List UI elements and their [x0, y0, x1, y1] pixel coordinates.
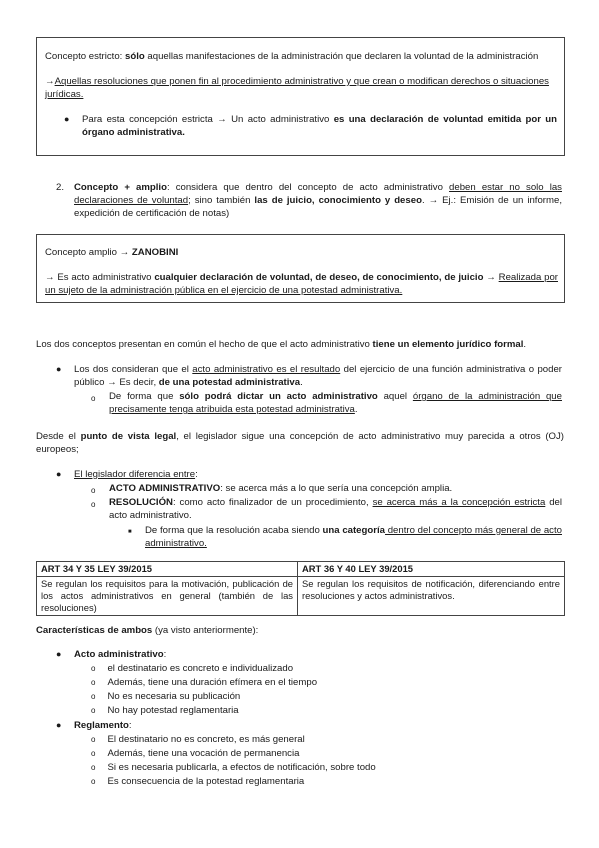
reglamento-title: Reglamento:: [74, 720, 132, 731]
list-number: 2.: [56, 182, 65, 193]
common-bullet: Los dos consideran que el acto administrativo es el resultado del ejercicio de una función administrativa o poder público → Es decir, de una potestad administrativa.: [74, 364, 562, 388]
strict-concept-bullet: Para esta concepción estricta → Un acto administrativo es una declaración de voluntad emitida por un órgano administrativa.: [82, 114, 557, 138]
legal-sub-resolucion: RESOLUCIÓN: como acto finalizador de un procedimiento, se acerca más a la concepción estricta del acto administrativo.: [109, 497, 563, 521]
table-header-cell: ART 34 Y 35 LEY 39/2015: [37, 562, 298, 577]
broad-concept-definition: → Es acto administrativo cualquier declaración de voluntad, de deseo, de conocimiento, de juicio → Realizada por un sujeto de la administración pública en el ejercicio de una potestad administrativa.: [45, 272, 558, 296]
legal-sub-acto: ACTO ADMINISTRATIVO: se acerca más a lo que sería una concepción amplia.: [109, 483, 453, 494]
table-row: [37, 577, 565, 616]
table-cell: Se regulan los requisitos de notificación, diferenciando entre resoluciones y actos administrativos.: [298, 577, 565, 616]
strict-concept-line: Concepto estricto: sólo aquellas manifestaciones de la administración que declaren la voluntad de la administración: [45, 51, 539, 62]
common-subbullet: De forma que sólo podrá dictar un acto administrativo aquel órgano de la administración que precisamente tenga atribuida esta potestad administrativa.: [109, 391, 562, 415]
circle-bullet-icon: o: [91, 749, 96, 758]
list-item: o No hay potestad reglamentaria: [91, 705, 239, 716]
circle-bullet-icon: o: [91, 678, 96, 687]
bullet-icon: ●: [56, 469, 62, 479]
circle-bullet-icon: o: [91, 692, 96, 701]
reglamento-list: [91, 733, 551, 789]
table-header-row: [37, 562, 565, 577]
square-bullet-icon: ■: [128, 529, 132, 535]
list-item: o No es necesaria su publicación: [91, 691, 241, 702]
legal-paragraph: Desde el punto de vista legal, el legislador sigue una concepción de acto administrativo muy parecida a otros (OJ) europeos;: [36, 431, 565, 455]
arrow-icon: →: [45, 76, 55, 87]
bullet-icon: ●: [56, 364, 62, 374]
acto-title: Acto administrativo:: [74, 649, 167, 660]
table-cell: Se regulan los requisitos para la motivación, publicación de los actos administrativos en general (también de las resoluciones): [37, 577, 298, 616]
list-item: o El destinatario no es concreto, es más general: [91, 734, 305, 745]
circle-bullet-icon: o: [91, 664, 96, 673]
list-item: o Además, tiene una duración efímera en el tiempo: [91, 677, 318, 688]
legal-subsub: De forma que la resolución acaba siendo una categoría dentro del concepto más general de acto administrativo.: [145, 525, 562, 549]
articles-table: [36, 561, 565, 616]
strict-concept-detail: →Aquellas resoluciones que ponen fin al procedimiento administrativo y que crean o modifican derechos o situaciones jurídicas.: [45, 76, 549, 100]
circle-bullet-icon: o: [91, 394, 96, 403]
bullet-icon: ●: [56, 649, 62, 659]
list-item: o Es consecuencia de la potestad reglamentaria: [91, 776, 305, 787]
bullet-icon: ●: [64, 114, 70, 124]
acto-list: [91, 662, 551, 718]
broad-concept-item: Concepto + amplio: considera que dentro del concepto de acto administrativo deben estar no solo las declaraciones de voluntad; sino también las de juicio, conocimiento y deseo. → Ej.: Emisión de un informe, expedición de certificación de notas): [74, 182, 562, 219]
circle-bullet-icon: o: [91, 500, 96, 509]
circle-bullet-icon: o: [91, 763, 96, 772]
features-title: Características de ambos (ya visto anteriormente):: [36, 625, 259, 636]
list-item: o el destinatario es concreto e individualizado: [91, 663, 294, 674]
circle-bullet-icon: o: [91, 735, 96, 744]
common-paragraph: Los dos conceptos presentan en común el hecho de que el acto administrativo tiene un elemento jurídico formal.: [36, 339, 527, 350]
table-header-cell: ART 36 Y 40 LEY 39/2015: [298, 562, 565, 577]
circle-bullet-icon: o: [91, 706, 96, 715]
list-item: o Si es necesaria publicarla, a efectos de notificación, sobre todo: [91, 762, 376, 773]
list-item: o Además, tiene una vocación de permanencia: [91, 748, 300, 759]
legal-bullet: El legislador diferencia entre:: [74, 469, 198, 480]
broad-concept-title: Concepto amplio → ZANOBINI: [45, 247, 179, 258]
circle-bullet-icon: o: [91, 486, 96, 495]
bullet-icon: ●: [56, 720, 62, 730]
circle-bullet-icon: o: [91, 777, 96, 786]
